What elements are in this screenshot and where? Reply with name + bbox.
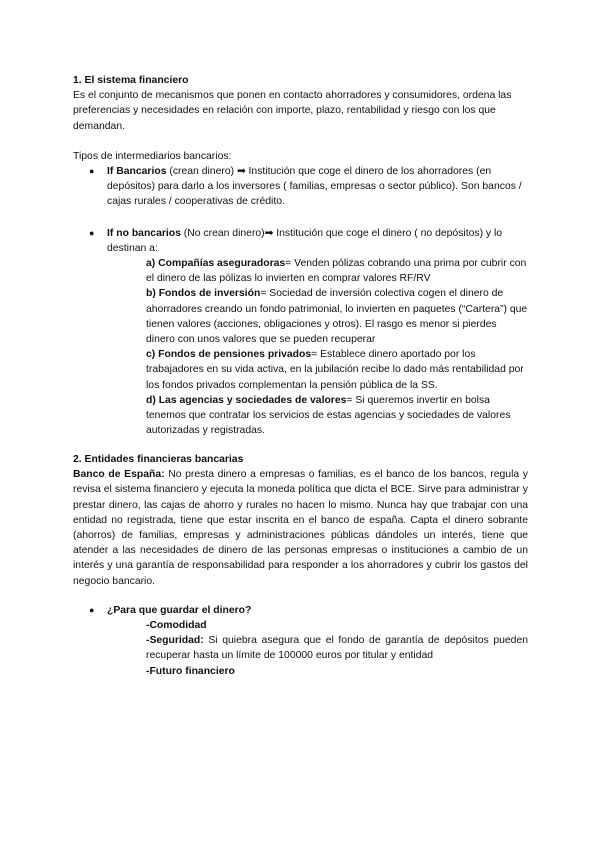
no-bancarios-text: (No crean dinero)➡ Institución que coge el dinero ( no depósitos) y lo destinan a: — [107, 227, 503, 254]
banco-espana-text: No presta dinero a empresas o familias, es el banco de los bancos, regula y revisa el sistema financiero y ejecuta la moneda política que dicta el BCE. Sirve para administrar y prestar dinero, las cajas de ahorro y rurales no hacen lo mismo. Nunca hay que trabajar con una entidad no registrada, tiene que estar inscrita en el banco de españa. Capta el dinero sobrante (ahorros) de familias, empresas y administraciones públicas dándoles un interés, tiene que atender a las necesidades de dinero de las personas empresas o instituciones a cambio de un interés y una garantía de responsabilidad para responder a los ahorradores y cubrir los gastos del negocio bancario. — [73, 469, 528, 587]
reasons-list — [73, 618, 528, 679]
item-term: d) Las agencias y sociedades de valores — [146, 394, 347, 406]
no-bancarios-term: If no bancarios — [107, 227, 181, 239]
banco-espana-term: Banco de España: — [73, 469, 165, 481]
bancarios-bullet — [73, 164, 528, 210]
list-item — [146, 664, 528, 679]
section-1-title: 1. El sistema financiero — [73, 75, 189, 86]
no-bancarios-bullet — [73, 226, 528, 256]
bancarios-term: If Bancarios — [107, 166, 167, 178]
item-term: a) Compañías aseguradoras — [146, 258, 286, 270]
bullet-dot-icon: ● — [89, 604, 95, 615]
list-item — [146, 256, 528, 286]
reason-term: -Seguridad: — [146, 635, 204, 647]
item-text: = Venden pólizas cobrando una prima por cubrir con el dinero de las pólizas lo invierten en comprar valores RF/RV — [146, 258, 527, 285]
item-term: b) Fondos de inversión — [146, 288, 261, 300]
bullet-dot-icon: ● — [89, 227, 95, 238]
no-bancarios-sublist — [73, 256, 528, 438]
section-1-intro: Es el conjunto de mecanismos que ponen en contacto ahorradores y consumidores, ordena las preferencias y necesidades en relación con importe, plazo, rentabilidad y riesgo con los que demandan. — [73, 90, 512, 132]
blank-line — [73, 134, 528, 149]
reason-term: -Comodidad — [146, 620, 207, 632]
types-label: Tipos de intermediarios bancarios: — [73, 150, 232, 162]
blank-line — [73, 210, 528, 226]
question-bullet — [73, 603, 528, 618]
list-item — [146, 347, 528, 393]
list-item — [146, 633, 528, 663]
reason-text: Si quiebra asegura que el fondo de garantía de depósitos pueden recuperar hasta un límite de 100000 euros por titular y entidad — [146, 635, 528, 662]
list-item — [146, 618, 528, 633]
item-text: = Sociedad de inversión colectiva cogen el dinero de ahorradores creando un fondo patrimonial, lo invierten en paquetes (“Cartera”) que tienen valores (acciones, obligaciones y otros). El rasgo es menor si pierdes dinero con unos valores que se pueden recuperar — [146, 288, 528, 346]
question-text: ¿Para que guardar el dinero? — [107, 604, 252, 616]
section-1 — [73, 73, 528, 438]
banco-espana-paragraph — [73, 467, 528, 589]
section-2 — [73, 452, 528, 679]
bancarios-text: (crean dinero) ➡ Institución que coge el dinero de los ahorradores (en depósitos) para darlo a los inversores ( familias, empresas o sector público). Son bancos / cajas rurales / cooperativas de crédito. — [107, 166, 522, 208]
list-item — [146, 286, 528, 347]
bullet-dot-icon: ● — [89, 166, 95, 177]
item-text: = Si queremos invertir en bolsa tenemos que contratar los servicios de estas agencias y sociedades de valores autorizadas y registradas. — [146, 394, 511, 437]
section-2-title: 2. Entidades financieras bancarias — [73, 454, 244, 465]
blank-line — [73, 589, 528, 603]
item-text: = Establece dinero aportado por los trabajadores en su vida activa, en la jubilación recibe lo dado más rentabilidad por los fondos privados complementan la pensión pública de la SS. — [146, 349, 524, 391]
list-item — [146, 393, 528, 439]
reason-term: -Futuro financiero — [146, 665, 235, 677]
item-term: c) Fondos de pensiones privados — [146, 349, 312, 361]
